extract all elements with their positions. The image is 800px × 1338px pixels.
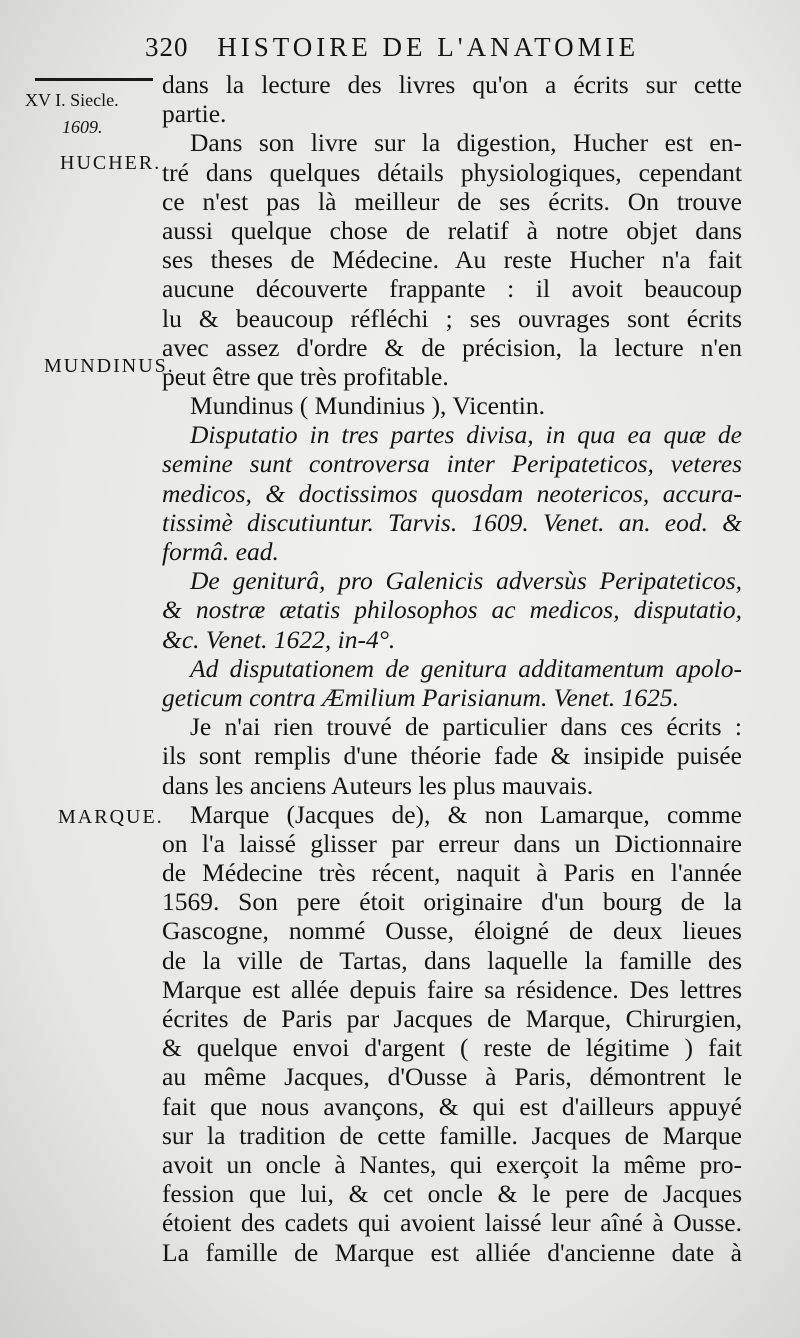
text-line: 1569. Son pere étoit originaire d'un bourg de la bbox=[162, 887, 742, 917]
text-line: aucune découverte frappante : il avoit beaucoup bbox=[162, 274, 742, 304]
text-line: Marque est allée depuis faire sa résidence. Des lettres bbox=[162, 974, 742, 1004]
margin-note-marque: MARQUE. bbox=[58, 806, 164, 828]
page-number: 320 bbox=[145, 32, 189, 62]
text-line: &c. Venet. 1622, in-4°. bbox=[162, 624, 396, 654]
text-line: Marque (Jacques de), & non Lamarque, comme bbox=[190, 799, 742, 829]
text-line: Je n'ai rien trouvé de particulier dans ces écrits : bbox=[190, 712, 742, 742]
text-line: étoient des cadets qui avoient laissé leur aîné à Ousse. bbox=[162, 1208, 742, 1238]
text-line: Mundinus ( Mundinius ), Vicentin. bbox=[190, 391, 545, 421]
text-line: avec assez d'ordre & de précision, la lecture n'en bbox=[162, 332, 742, 362]
text-line: semine sunt controversa inter Peripateticos, veteres bbox=[162, 449, 742, 479]
text-line: ses theses de Médecine. Au reste Hucher n'a fait bbox=[162, 245, 742, 275]
text-line: & nostræ ætatis philosophos ac medicos, disputatio, bbox=[162, 595, 742, 625]
text-line: au même Jacques, d'Ousse à Paris, démontrent le bbox=[162, 1062, 742, 1092]
text-line: avoit un oncle à Nantes, qui exerçoit la même pro- bbox=[162, 1149, 742, 1179]
text-line: de Médecine très récent, naquit à Paris en l'année bbox=[162, 858, 742, 888]
text-line: partie. bbox=[162, 99, 227, 129]
text-line: sur la tradition de cette famille. Jacques de Marque bbox=[162, 1120, 742, 1150]
text-line: ils sont remplis d'une théorie fade & insipide puisée bbox=[162, 741, 742, 771]
text-line: tré dans quelques détails physiologiques, cependant bbox=[162, 157, 742, 187]
text-line: aussi quelque chose de relatif à notre objet dans bbox=[162, 215, 742, 245]
margin-note-hucher: HUCHER. bbox=[60, 152, 162, 174]
running-title: HISTOIRE DE L'ANATOMIE bbox=[217, 32, 640, 62]
page-header bbox=[145, 32, 705, 72]
text-line: medicos, & doctissimos quosdam neotericos, accura- bbox=[162, 478, 742, 508]
text-line: Gascogne, nommé Ousse, éloigné de deux lieues bbox=[162, 916, 742, 946]
text-line: écrites de Paris par Jacques de Marque, Chirurgien, bbox=[162, 1004, 742, 1033]
text-line: de la ville de Tartas, dans laquelle la famille des bbox=[162, 945, 742, 975]
text-line: dans la lecture des livres qu'on a écrits sur cette bbox=[162, 70, 742, 99]
text-line: ce n'est pas là meilleur de ses écrits. On trouve bbox=[162, 186, 742, 216]
text-line: fession que lui, & cet oncle & le pere de Jacques bbox=[162, 1179, 742, 1209]
text-line: Dans son livre sur la digestion, Hucher est en- bbox=[190, 128, 742, 158]
body-text bbox=[162, 70, 742, 1267]
text-line: Disputatio in tres partes divisa, in qua ea quæ de bbox=[190, 420, 742, 450]
margin-note-year: 1609. bbox=[62, 117, 103, 137]
text-line: geticum contra Æmilium Parisianum. Venet. 1625. bbox=[162, 682, 680, 712]
text-line: tissimè discutiuntur. Tarvis. 1609. Venet. an. eod. & bbox=[162, 507, 742, 537]
text-line: peut être que très profitable. bbox=[162, 361, 449, 391]
margin-note-mundinus: MUNDINUS. bbox=[44, 355, 175, 377]
margin-rule bbox=[35, 78, 153, 81]
text-line: Ad disputationem de genitura additamentum apolo- bbox=[190, 653, 742, 683]
text-line: on l'a laissé glisser par erreur dans un Dictionnaire bbox=[162, 828, 742, 858]
text-line: formâ. ead. bbox=[162, 537, 279, 566]
text-line: La famille de Marque est alliée d'ancienne date à bbox=[162, 1237, 742, 1267]
text-line: dans les anciens Auteurs les plus mauvais. bbox=[162, 770, 594, 800]
margin-note-century: XV I. Siecle. bbox=[25, 90, 119, 110]
text-line: De geniturâ, pro Galenicis adversùs Peripateticos, bbox=[190, 566, 742, 596]
text-line: lu & beaucoup réfléchi ; ses ouvrages sont écrits bbox=[162, 303, 742, 333]
text-line: & quelque envoi d'argent ( reste de légitime ) fait bbox=[162, 1033, 742, 1063]
text-line: fait que nous avançons, & qui est d'ailleurs appuyé bbox=[162, 1091, 742, 1121]
